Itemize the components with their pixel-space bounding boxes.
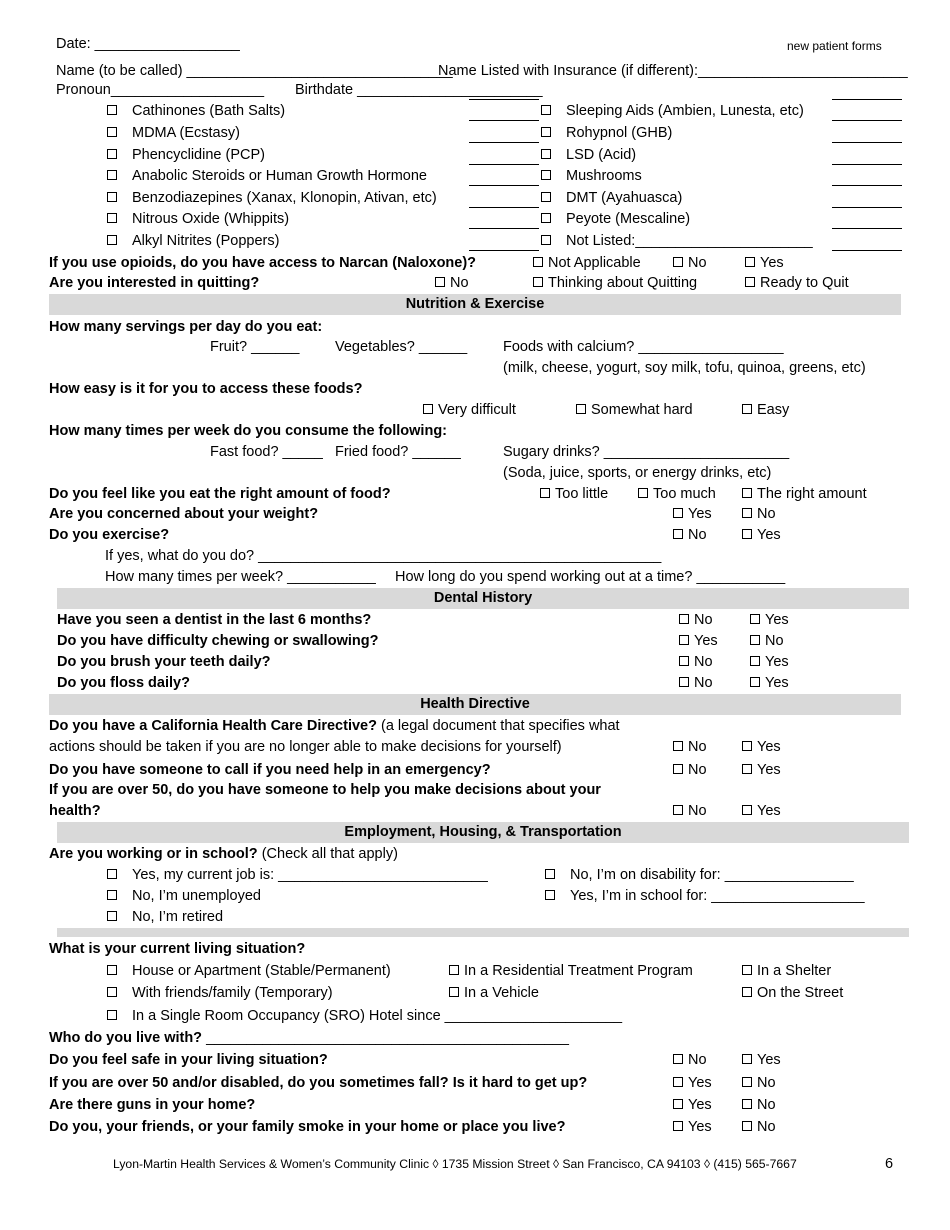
answer-line[interactable] <box>469 164 539 165</box>
checkbox[interactable] <box>107 235 117 245</box>
checkbox[interactable] <box>742 1099 752 1109</box>
fried-food-field[interactable]: Fried food? ______ <box>335 444 461 460</box>
live-with-question[interactable]: Who do you live with? _____________________________________________ <box>49 1030 569 1046</box>
calcium-note: (milk, cheese, yogurt, soy milk, tofu, quinoa, greens, etc) <box>503 360 866 376</box>
option-yes[interactable]: Yes <box>673 505 712 523</box>
checkbox[interactable] <box>679 614 689 624</box>
employment-option[interactable]: No, I’m on disability for: ________________ <box>545 866 854 884</box>
checkbox[interactable] <box>742 741 752 751</box>
checkbox[interactable] <box>742 488 752 498</box>
checkbox[interactable] <box>673 741 683 751</box>
option-yes[interactable]: Yes <box>742 738 781 756</box>
checkbox[interactable] <box>541 192 551 202</box>
answer-line[interactable] <box>469 185 539 186</box>
section-header-directive: Health Directive <box>49 694 901 715</box>
checkbox[interactable] <box>742 1077 752 1087</box>
checkbox[interactable] <box>107 149 117 159</box>
living-yesno-question: If you are over 50 and/or disabled, do you sometimes fall? Is it hard to get up? <box>49 1075 588 1091</box>
option-no[interactable]: No <box>673 254 707 272</box>
checkbox[interactable] <box>423 404 433 414</box>
sugary-note: (Soda, juice, sports, or energy drinks, etc) <box>503 465 772 481</box>
option-no[interactable]: No <box>673 761 707 779</box>
option-yes[interactable]: Yes <box>745 254 784 272</box>
option-b[interactable]: No <box>742 1096 776 1114</box>
checkbox[interactable] <box>107 965 117 975</box>
substance-item[interactable]: Alkyl Nitrites (Poppers) <box>107 232 279 250</box>
substance-item[interactable]: LSD (Acid) <box>541 146 636 164</box>
checkbox[interactable] <box>673 1054 683 1064</box>
checkbox[interactable] <box>541 105 551 115</box>
checkbox[interactable] <box>742 1054 752 1064</box>
option-b[interactable]: Yes <box>750 653 789 671</box>
checkbox[interactable] <box>673 1077 683 1087</box>
employment-option[interactable]: Yes, my current job is: __________________________ <box>107 866 488 884</box>
option-b[interactable]: Yes <box>750 611 789 629</box>
answer-line[interactable] <box>469 250 539 251</box>
checkbox[interactable] <box>679 677 689 687</box>
vegetables-field[interactable]: Vegetables? ______ <box>335 339 468 355</box>
living-option[interactable]: In a Vehicle <box>449 984 539 1002</box>
birthdate-field-label[interactable]: Birthdate _______________________ <box>295 82 543 98</box>
option-no[interactable]: No <box>435 274 469 292</box>
answer-line[interactable] <box>832 164 902 165</box>
pronoun-field-label[interactable]: Pronoun___________________ <box>56 82 265 98</box>
living-option[interactable]: On the Street <box>742 984 843 1002</box>
substance-item[interactable]: Benzodiazepines (Xanax, Klonopin, Ativan, etc) <box>107 189 437 207</box>
option-a[interactable]: No <box>679 653 713 671</box>
living-yesno-question: Are there guns in your home? <box>49 1097 256 1113</box>
substance-item[interactable]: Not Listed:______________________ <box>541 232 813 250</box>
date-field-label[interactable]: Date: __________________ <box>56 36 240 52</box>
checkbox[interactable] <box>107 127 117 137</box>
checkbox[interactable] <box>541 127 551 137</box>
access-question: How easy is it for you to access these foods? <box>49 381 363 397</box>
form-name: new patient forms <box>787 39 882 53</box>
checkbox[interactable] <box>107 213 117 223</box>
option-yes[interactable]: Yes <box>742 761 781 779</box>
checkbox[interactable] <box>449 987 459 997</box>
checkbox[interactable] <box>107 869 117 879</box>
option-a[interactable]: Yes <box>673 1074 712 1092</box>
checkbox[interactable] <box>107 890 117 900</box>
checkbox[interactable] <box>750 677 760 687</box>
checkbox[interactable] <box>750 614 760 624</box>
substance-item[interactable]: Mushrooms <box>541 167 642 185</box>
living-yesno-question: Do you, your friends, or your family smoke in your home or place you live? <box>49 1119 566 1135</box>
checkbox[interactable] <box>435 277 445 287</box>
checkbox[interactable] <box>540 488 550 498</box>
checkbox[interactable] <box>673 1099 683 1109</box>
checkbox[interactable] <box>545 890 555 900</box>
name-field-label[interactable]: Name (to be called) _________________________________ <box>56 63 453 79</box>
answer-line[interactable] <box>469 99 539 100</box>
checkbox[interactable] <box>541 149 551 159</box>
employment-option[interactable]: No, I’m retired <box>107 908 223 926</box>
decision-helper-question-line2: health? <box>49 803 101 819</box>
answer-line[interactable] <box>832 250 902 251</box>
fruit-field[interactable]: Fruit? ______ <box>210 339 300 355</box>
checkbox[interactable] <box>742 764 752 774</box>
option-b[interactable]: No <box>742 1074 776 1092</box>
calcium-field[interactable]: Foods with calcium? __________________ <box>503 339 784 355</box>
checkbox[interactable] <box>673 529 683 539</box>
checkbox[interactable] <box>742 529 752 539</box>
checkbox[interactable] <box>449 965 459 975</box>
page-number: 6 <box>885 1156 894 1172</box>
option-b[interactable]: No <box>750 632 784 650</box>
checkbox[interactable] <box>533 257 543 267</box>
checkbox[interactable] <box>107 105 117 115</box>
substance-item[interactable]: DMT (Ayahuasca) <box>541 189 682 207</box>
checkbox[interactable] <box>679 656 689 666</box>
substance-item[interactable]: Anabolic Steroids or Human Growth Hormone <box>107 167 427 185</box>
answer-line[interactable] <box>469 142 539 143</box>
option-too-little[interactable]: Too little <box>540 485 608 503</box>
employment-option[interactable]: Yes, I’m in school for: ___________________ <box>545 887 865 905</box>
option-yes[interactable]: Yes <box>742 526 781 544</box>
option-somewhat-hard[interactable]: Somewhat hard <box>576 401 693 419</box>
section-header-employment: Employment, Housing, & Transportation <box>57 822 909 843</box>
amount-question: Do you feel like you eat the right amount of food? <box>49 486 391 502</box>
answer-line[interactable] <box>469 228 539 229</box>
option-a[interactable]: No <box>679 611 713 629</box>
option-easy[interactable]: Easy <box>742 401 789 419</box>
dental-question: Do you have difficulty chewing or swallowing? <box>57 633 379 649</box>
exercise-question: Do you exercise? <box>49 527 170 543</box>
checkbox[interactable] <box>673 805 683 815</box>
living-option[interactable]: In a Shelter <box>742 962 831 980</box>
checkbox[interactable] <box>107 987 117 997</box>
answer-line[interactable] <box>469 207 539 208</box>
living-option[interactable]: With friends/family (Temporary) <box>107 984 333 1002</box>
option-b[interactable]: No <box>742 1118 776 1136</box>
option-b[interactable]: Yes <box>750 674 789 692</box>
section-header-nutrition: Nutrition & Exercise <box>49 294 901 315</box>
exercise-type-field[interactable]: If yes, what do you do? __________________________________________________ <box>105 548 662 564</box>
answer-line[interactable] <box>832 207 902 208</box>
checkbox[interactable] <box>673 257 683 267</box>
option-not-applicable[interactable]: Not Applicable <box>533 254 641 272</box>
checkbox[interactable] <box>673 764 683 774</box>
option-thinking-quitting[interactable]: Thinking about Quitting <box>533 274 697 292</box>
sugary-drinks-field[interactable]: Sugary drinks? _______________________ <box>503 444 790 460</box>
checkbox[interactable] <box>742 805 752 815</box>
directive-question-line2: actions should be taken if you are no longer able to make decisions for yourself) <box>49 739 562 755</box>
checkbox[interactable] <box>745 277 755 287</box>
emergency-contact-question: Do you have someone to call if you need help in an emergency? <box>49 762 491 778</box>
option-ready-quit[interactable]: Ready to Quit <box>745 274 849 292</box>
substance-item[interactable]: MDMA (Ecstasy) <box>107 124 240 142</box>
option-a[interactable]: Yes <box>673 1096 712 1114</box>
answer-line[interactable] <box>832 142 902 143</box>
option-too-much[interactable]: Too much <box>638 485 716 503</box>
living-option[interactable]: House or Apartment (Stable/Permanent) <box>107 962 391 980</box>
checkbox[interactable] <box>745 257 755 267</box>
living-yesno-question: Do you feel safe in your living situation? <box>49 1052 328 1068</box>
option-b[interactable]: Yes <box>742 1051 781 1069</box>
living-option[interactable]: In a Residential Treatment Program <box>449 962 693 980</box>
insurance-name-field-label[interactable]: Name Listed with Insurance (if different):__________________________ <box>438 63 908 79</box>
substance-item[interactable]: Peyote (Mescaline) <box>541 210 690 228</box>
weight-question: Are you concerned about your weight? <box>49 506 319 522</box>
substance-item[interactable]: Sleeping Aids (Ambien, Lunesta, etc) <box>541 102 804 120</box>
checkbox[interactable] <box>541 170 551 180</box>
checkbox[interactable] <box>541 213 551 223</box>
dental-question: Do you brush your teeth daily? <box>57 654 271 670</box>
checkbox[interactable] <box>750 656 760 666</box>
option-no[interactable]: No <box>673 802 707 820</box>
sro-option[interactable]: In a Single Room Occupancy (SRO) Hotel since ______________________ <box>107 1007 622 1025</box>
answer-line[interactable] <box>832 228 902 229</box>
section-divider <box>57 928 909 937</box>
checkbox[interactable] <box>742 508 752 518</box>
option-no[interactable]: No <box>673 526 707 544</box>
section-header-dental: Dental History <box>57 588 909 609</box>
checkbox[interactable] <box>742 404 752 414</box>
option-a[interactable]: No <box>673 1051 707 1069</box>
exercise-duration-field[interactable]: How long do you spend working out at a time? ___________ <box>395 569 786 585</box>
option-a[interactable]: Yes <box>679 632 718 650</box>
checkbox[interactable] <box>638 488 648 498</box>
substance-item[interactable]: Cathinones (Bath Salts) <box>107 102 285 120</box>
option-no[interactable]: No <box>673 738 707 756</box>
option-a[interactable]: Yes <box>673 1118 712 1136</box>
checkbox[interactable] <box>533 277 543 287</box>
checkbox[interactable] <box>107 911 117 921</box>
checkbox[interactable] <box>742 1121 752 1131</box>
checkbox[interactable] <box>750 635 760 645</box>
checkbox[interactable] <box>673 1121 683 1131</box>
answer-line[interactable] <box>832 99 902 100</box>
employment-question: Are you working or in school? (Check all that apply) <box>49 846 398 862</box>
checkbox[interactable] <box>742 987 752 997</box>
option-no[interactable]: No <box>742 505 776 523</box>
decision-helper-question-line1: If you are over 50, do you have someone to help you make decisions about your <box>49 782 601 798</box>
option-yes[interactable]: Yes <box>742 802 781 820</box>
answer-line[interactable] <box>469 120 539 121</box>
checkbox[interactable] <box>673 508 683 518</box>
checkbox[interactable] <box>107 192 117 202</box>
footer-address: Lyon-Martin Health Services & Women’s Community Clinic ◊ 1735 Mission Street ◊ San Francisco, CA 94103 ◊ (415) 565-7667 <box>113 1157 797 1171</box>
servings-question: How many servings per day do you eat: <box>49 319 323 335</box>
option-a[interactable]: No <box>679 674 713 692</box>
directive-question-line1: Do you have a California Health Care Directive? (a legal document that specifies what <box>49 718 620 734</box>
employment-option[interactable]: No, I’m unemployed <box>107 887 261 905</box>
dental-question: Have you seen a dentist in the last 6 months? <box>57 612 372 628</box>
checkbox[interactable] <box>679 635 689 645</box>
quitting-question: Are you interested in quitting? <box>49 275 260 291</box>
times-question: How many times per week do you consume the following: <box>49 423 448 439</box>
exercise-times-field[interactable]: How many times per week? ___________ <box>105 569 376 585</box>
checkbox[interactable] <box>541 235 551 245</box>
option-right-amount[interactable]: The right amount <box>742 485 867 503</box>
answer-line[interactable] <box>832 120 902 121</box>
checkbox[interactable] <box>107 170 117 180</box>
narcan-question: If you use opioids, do you have access to Narcan (Naloxone)? <box>49 255 477 271</box>
living-question: What is your current living situation? <box>49 941 306 957</box>
substance-item[interactable]: Phencyclidine (PCP) <box>107 146 265 164</box>
option-very-difficult[interactable]: Very difficult <box>423 401 516 419</box>
fast-food-field[interactable]: Fast food? _____ <box>210 444 323 460</box>
checkbox[interactable] <box>742 965 752 975</box>
checkbox[interactable] <box>545 869 555 879</box>
substance-item[interactable]: Nitrous Oxide (Whippits) <box>107 210 289 228</box>
checkbox[interactable] <box>107 1010 117 1020</box>
answer-line[interactable] <box>832 185 902 186</box>
substance-item[interactable]: Rohypnol (GHB) <box>541 124 672 142</box>
checkbox[interactable] <box>576 404 586 414</box>
dental-question: Do you floss daily? <box>57 675 190 691</box>
